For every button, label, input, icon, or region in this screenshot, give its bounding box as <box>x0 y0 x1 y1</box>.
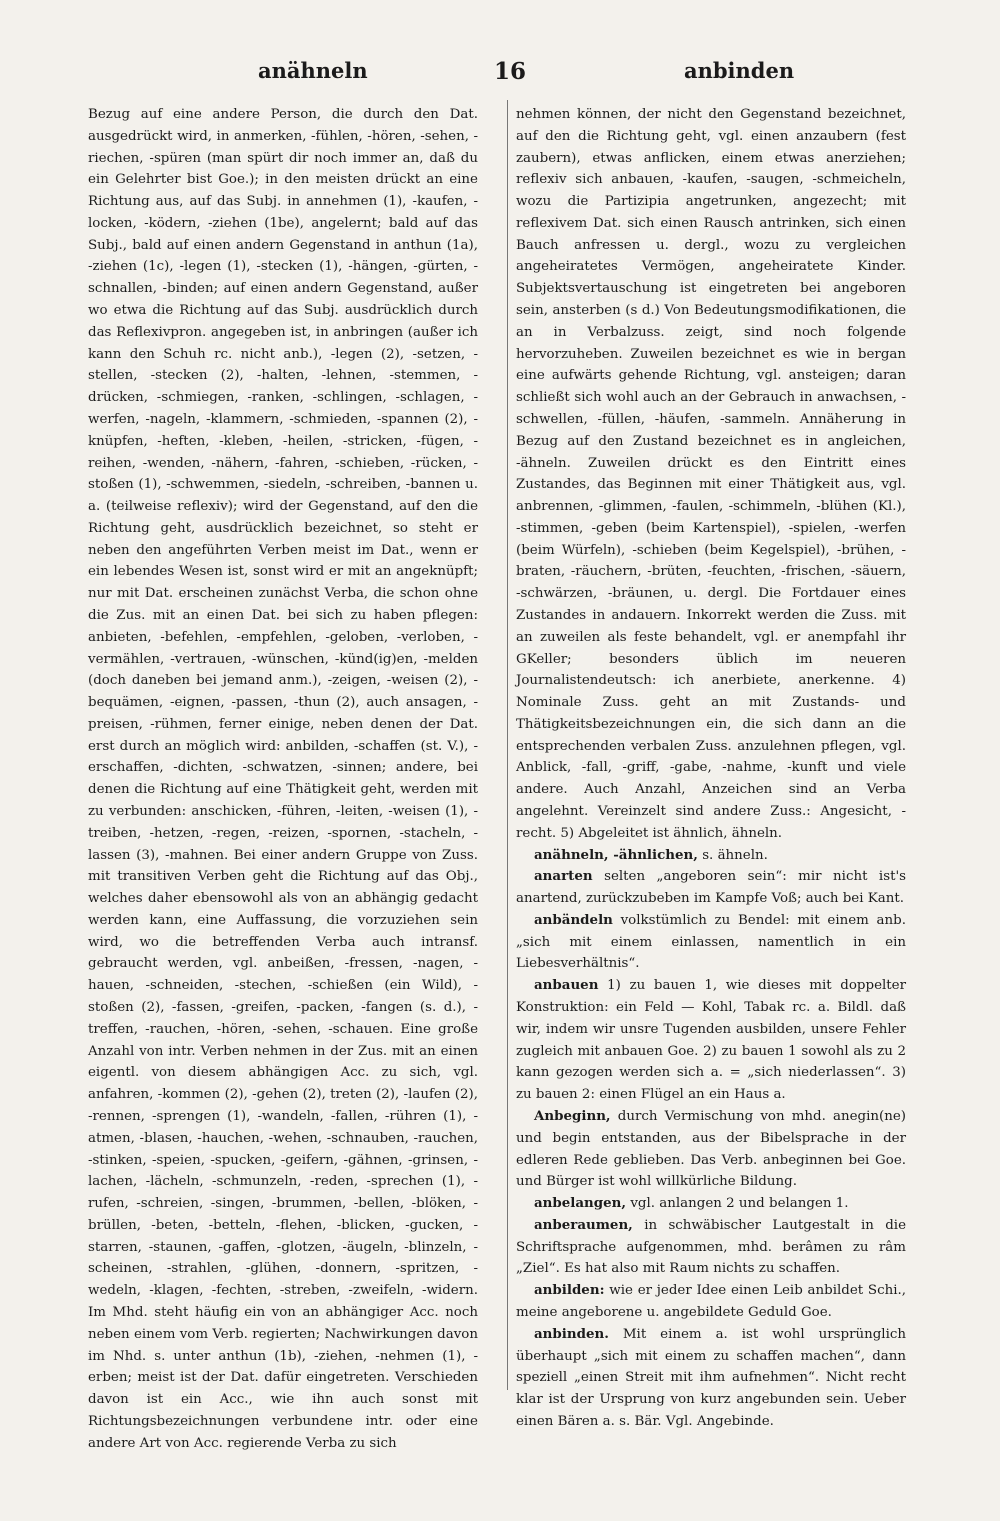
entry-headword: Anbeginn, <box>534 1107 611 1124</box>
left-column <box>88 104 478 1451</box>
dictionary-entry <box>516 910 906 975</box>
entry-body: 1) zu bauen 1, wie dieses mit doppelter Konstruktion: ein Feld — Kohl, Tabak rc. a. Bildl. daß wir, indem wir unsre Tugenden ausbilden, unsere Fehler zugleich mit anbauen Goe. 2) zu bauen 1 sowohl als zu 2 kann gezogen werden sich a. = „sich niederlassen“. 3) zu bauen 2: einen Flügel an ein Haus a. <box>516 978 906 1103</box>
entry-headword: anähneln, -ähnlichen, <box>534 846 698 863</box>
dictionary-entry <box>516 975 906 1106</box>
entry-headword: anbändeln <box>534 911 613 928</box>
entry-headword: anbauen <box>534 977 599 994</box>
dictionary-entry <box>516 1106 906 1193</box>
entry-body: Mit einem a. ist wohl ursprünglich überhaupt „sich mit einem zu schaffen machen“, dann speziell „einen Streit mit ihm aufnehmen“. Nicht recht klar ist der Ursprung von kurz angebunden sein. Ueber einen Bären a. s. Bär. Vgl. Angebinde. <box>516 1326 906 1429</box>
dictionary-entry <box>516 1193 906 1215</box>
header-last-entry: anbinden <box>684 58 795 83</box>
entry-headword: anbelangen, <box>534 1195 627 1212</box>
entry-headword: anbinden. <box>534 1325 609 1342</box>
right-column <box>516 104 907 1429</box>
entry-body: durch Vermischung von mhd. anegin(ne) und begin entstanden, aus der Bibelsprache in der edleren Rede geblieben. Das Verb. anbeginnen bei Goe. und Bürger ist wohl willkürliche Bildung. <box>516 1108 907 1190</box>
entry-body: s. ähneln. <box>702 847 768 863</box>
left-column-text: Bezug auf eine andere Person, die durch den Dat. ausgedrückt wird, in anmerken, -fühlen, -hören, -sehen, -riechen, -spüren (man spürt dir noch immer an, daß du ein Gelehrter bist Goe.); in den meisten drückt an eine Richtung aus, auf das Subj. in annehmen (1), -kaufen, -locken, -ködern, -ziehen (1be), angelernt; bald auf das Subj., bald auf einen andern Gegenstand in anthun (1a), -ziehen (1c), -legen (1), -stecken (1), -hängen, -gürten, -schnallen, -binden; auf einen andern Gegenstand, außer wo etwa die Richtung auf das Subj. ausdrücklich durch das Reflexivpron. angegeben ist, in anbringen (außer ich kann den Schuh rc. nicht anb.), -legen (2), -setzen, -stellen, -stecken (2), -halten, -lehnen, -stemmen, -drücken, -schmiegen, -ranken, -schlingen, -schlagen, -werfen, -nageln, -klammern, -schmieden, -spannen (2), -knüpfen, -heften, -kleben, -heilen, -stricken, -fügen, -reihen, -wenden, -nähern, -fahren, -schieben, -rücken, -stoßen (1), -schwemmen, -siedeln, -schreiben, -bannen u. a. (teilweise reflexiv); wird der Gegenstand, auf den die Richtung geht, ausdrücklich bezeichnet, so steht er neben den angeführten Verben meist im Dat., wenn er ein lebendes Wesen ist, sonst wird er mit an angeknüpft; nur mit Dat. erscheinen zunächst Verba, die schon ohne die Zus. mit an einen Dat. bei sich zu haben pflegen: anbieten, -befehlen, -empfehlen, -geloben, -verloben, -vermählen, -vertrauen, -wünschen, -künd(ig)en, -melden (doch daneben bei jemand anm.), -zeigen, -weisen (2), -bequämen, -eignen, -passen, -thun (2), auch ansagen, -preisen, -rühmen, ferner einige, neben denen der Dat. erst durch an möglich wird: anbilden, -schaffen (st. V.), -erschaffen, -dichten, -schwatzen, -sinnen; andere, bei denen die Richtung auf eine Thätigkeit geht, werden mit zu verbunden: anschicken, -führen, -leiten, -weisen (1), -treiben, -hetzen, -regen, -reizen, -spornen, -stacheln, -lassen (3), -mahnen. Bei einer andern Gruppe von Zuss. mit transitiven Verben geht die Richtung auf das Obj., welches daher ebensowohl als von an abhängig gedacht werden kann, eine Auffassung, die vorzuziehen sein wird, wo die betreffenden Verba auch intransf. gebraucht werden, vgl. anbeißen, -fressen, -nagen, -hauen, -schneiden, -stechen, -schießen (ein Wild), -stoßen (2), -fassen, -greifen, -packen, -fangen (s. d.), -treffen, -rauchen, -hören, -sehen, -schauen. Eine große Anzahl von intr. Verben nehmen in der Zus. mit an einen eigentl. von diesem abhängigen Acc. zu sich, vgl. anfahren, -kommen (2), -gehen (2), treten (2), -laufen (2), -rennen, -sprengen (1), -wandeln, -fallen, -rühren (1), -atmen, -blasen, -hauchen, -wehen, -schnauben, -rauchen, -stinken, -speien, -spucken, -geifern, -gähnen, -grinsen, -lachen, -lächeln, -schmunzeln, -reden, -sprechen (1), -rufen, -schreien, -singen, -brummen, -bellen, -blöken, -brüllen, -beten, -betteln, -flehen, -blicken, -gucken, -starren, -staunen, -gaffen, -glotzen, -äugeln, -blinzeln, -scheinen, -strahlen, -glühen, -donnern, -spritzen, -wedeln, -klagen, -fechten, -streben, -zweifeln, -widern. Im Mhd. steht häufig ein von an abhängiger Acc. noch neben einem vom Verb. regierten; Nachwirkungen davon im Nhd. s. unter anthun (1b), -ziehen, -nehmen (1), -erben; meist ist der Dat. dafür eingetreten. Verschieden davon ist ein Acc., wie ihn auch sonst mit Richtungsbezeichnungen verbundene intr. oder eine andere Art von Acc. regierende Verba zu sich <box>88 107 478 1451</box>
right-column-intro: nehmen können, der nicht den Gegenstand bezeichnet, auf den die Richtung geht, vgl. einen anzaubern (fest zaubern), etwas anflicken, einem etwas anerziehen; reflexiv sich anbauen, -kaufen, -saugen, -schmeicheln, wozu die Partizipia angetrunken, angezecht; mit reflexivem Dat. sich einen Rausch antrinken, sich einen Bauch anfressen u. dergl., wozu zu vergleichen angeheiratetes Vermögen, angeheiratete Kinder. Subjektsvertauschung ist eingetreten bei angeboren sein, ansterben (s d.) Von Bedeutungsmodifikationen, die an in Verbalzuss. zeigt, sind noch folgende hervorzuheben. Zuweilen bezeichnet es wie in bergan eine aufwärts gehende Richtung, vgl. ansteigen; daran schließt sich wohl auch an der Gebrauch in anwachsen, -schwellen, -füllen, -häufen, -sammeln. Annäherung in Bezug auf den Zustand bezeichnet es in angleichen, -ähneln. Zuweilen drückt es den Eintritt eines Zustandes, das Beginnen mit einer Thätigkeit aus, vgl. anbrennen, -glimmen, -faulen, -schimmeln, -blühen (Kl.), -stimmen, -geben (beim Kartenspiel), -spielen, -werfen (beim Würfeln), -schieben (beim Kegelspiel), -brühen, -braten, -räuchern, -brüten, -feuchten, -frischen, -säuern, -schwärzen, -bräunen, u. dergl. Die Fortdauer eines Zustandes in andauern. Inkorrekt werden die Zuss. mit an zuweilen als feste behandelt, vgl. er anempfahl ihr GKeller; besonders üblich im neueren Journalistendeutsch: ich anerbiete, anerkenne. 4) Nominale Zuss. geht an mit Zustands- und Thätigkeitsbezeichnungen ein, die sich dann an die entsprechenden verbalen Zuss. anzulehnen pflegen, vgl. Anblick, -fall, -griff, -gabe, -nahme, -kunft und viele andere. Auch Anzahl, Anzeichen sind an Verba angelehnt. Vereinzelt sind andere Zuss.: Angesicht, -recht. 5) Abgeleitet ist ähnlich, ähneln. <box>516 107 906 841</box>
header-first-entry: anähneln <box>258 58 368 83</box>
dictionary-entry <box>516 845 906 867</box>
entry-headword: anarten <box>534 868 593 885</box>
entry-body: volkstümlich zu Bendel: mit einem anb. „sich mit einem einlassen, namentlich in ein Liebesverhältnis“. <box>516 912 906 972</box>
dictionary-entry <box>516 866 906 910</box>
dictionary-entry <box>516 1280 906 1324</box>
entry-headword: anberaumen, <box>534 1216 633 1233</box>
page-number: 16 <box>493 58 526 85</box>
dictionary-entry <box>516 1215 906 1280</box>
entry-body: wie er jeder Idee einen Leib anbildet Schi., meine angeborene u. angebildete Geduld Goe. <box>516 1283 906 1320</box>
entry-body: vgl. anlangen 2 und belangen 1. <box>630 1196 849 1212</box>
entry-headword: anbilden: <box>534 1282 605 1299</box>
entry-body: selten „angeboren sein“: mir nicht ist's anartend, zurückzubeben im Kampfe Voß; auch bei Kant. <box>516 869 907 907</box>
entry-body: in schwäbischer Lautgestalt in die Schriftsprache aufgenommen, mhd. berâmen zu râm „Ziel“. Es hat also mit Raum nichts zu schaffen. <box>516 1217 907 1277</box>
dictionary-entry <box>516 1324 906 1433</box>
column-divider <box>507 100 508 1390</box>
running-head <box>0 58 1000 94</box>
